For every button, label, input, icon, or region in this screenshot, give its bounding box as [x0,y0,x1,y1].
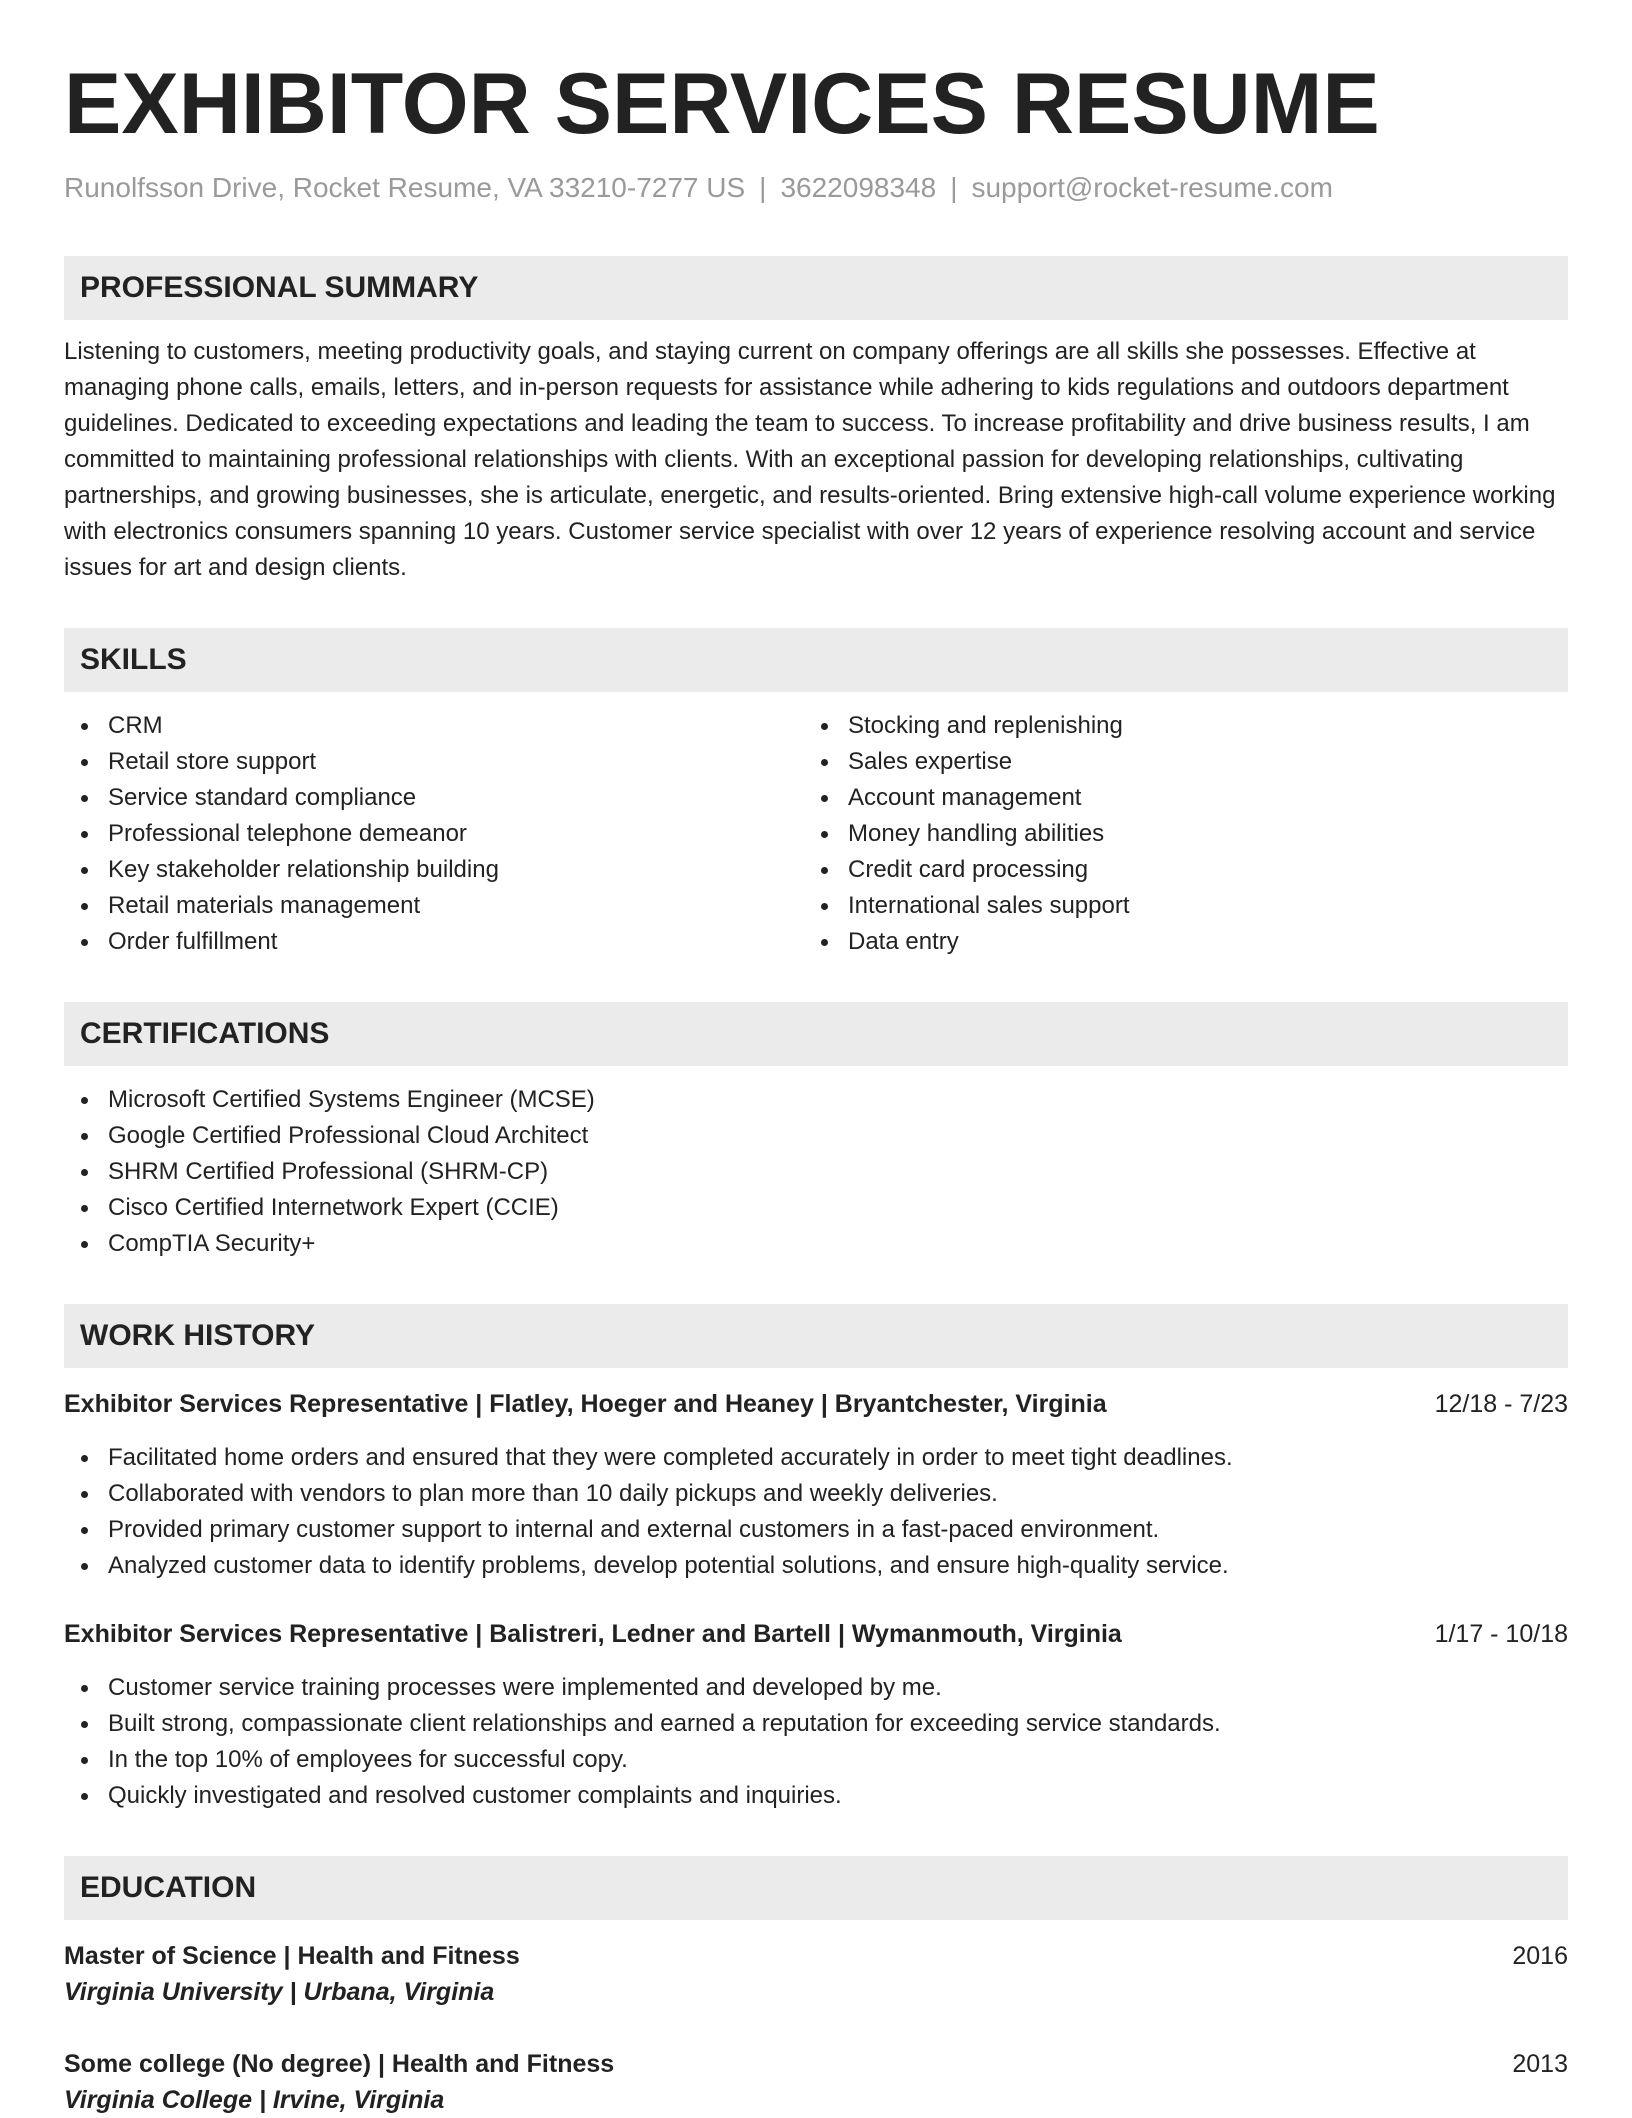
list-item: Account management [804,780,1564,816]
section-title: EDUCATION [80,1871,257,1904]
list-item: Collaborated with vendors to plan more than 10 daily pickups and weekly deliveries. [64,1476,1568,1512]
job-bullets [64,1440,1568,1584]
list-item: CompTIA Security+ [64,1226,1568,1262]
education-year: 2016 [1512,1942,1568,1970]
education-header [64,2046,1568,2082]
list-item: Provided primary customer support to internal and external customers in a fast-paced environment. [64,1512,1568,1548]
job-entry [64,1616,1568,1814]
contact-address: Runolfsson Drive, Rocket Resume, VA 33210-7277 US [64,172,746,203]
education-degree: Some college (No degree) | Health and Fitness [64,2050,615,2078]
job-entry [64,1386,1568,1584]
section-header-education [64,1856,1568,1920]
list-item: Facilitated home orders and ensured that they were completed accurately in order to meet tight deadlines. [64,1440,1568,1476]
skills-list-left [64,708,804,960]
skills-column-left [64,708,804,960]
section-header-work-history [64,1304,1568,1368]
list-item: Cisco Certified Internetwork Expert (CCIE) [64,1190,1568,1226]
job-dates: 1/17 - 10/18 [1434,1620,1568,1648]
section-header-summary [64,256,1568,320]
list-item: International sales support [804,888,1564,924]
list-item: Customer service training processes were implemented and developed by me. [64,1670,1568,1706]
summary-paragraph: Listening to customers, meeting productivity goals, and staying current on company offerings are all skills she possesses. Effective at managing phone calls, emails, letters, and in-person requests for assistance while adhering to kids regulations and outdoors department guidelines. Dedicated to exceeding expectations and leading the team to success. To increase profitability and drive business results, I am committed to maintaining professional relationships with clients. With an exceptional passion for developing relationships, cultivating partnerships, and growing businesses, she is articulate, energetic, and results-oriented. Bring extensive high-call volume experience working with electronics consumers spanning 10 years. Customer service specialist with over 12 years of experience resolving account and service issues for art and design clients. [64,338,1556,581]
education-year: 2013 [1512,2050,1568,2078]
job-title: Exhibitor Services Representative | Balistreri, Ledner and Bartell | Wymanmouth, Virginia [64,1620,1122,1648]
list-item: Sales expertise [804,744,1564,780]
education-degree: Master of Science | Health and Fitness [64,1942,520,1970]
list-item: Order fulfillment [64,924,804,960]
list-item: Data entry [804,924,1564,960]
education-entry [64,1938,1568,2010]
education-header [64,1938,1568,1974]
contact-email: support@rocket-resume.com [971,172,1333,203]
contact-separator: | [759,172,767,203]
job-dates: 12/18 - 7/23 [1434,1390,1568,1418]
list-item: Analyzed customer data to identify problems, develop potential solutions, and ensure high-quality service. [64,1548,1568,1584]
contact-phone: 3622098348 [780,172,937,203]
job-title: Exhibitor Services Representative | Flatley, Hoeger and Heaney | Bryantchester, Virginia [64,1390,1107,1418]
section-title: PROFESSIONAL SUMMARY [80,271,479,304]
list-item: Google Certified Professional Cloud Architect [64,1118,1568,1154]
education-school: Virginia College | Irvine, Virginia [64,2086,445,2114]
list-item: Retail store support [64,744,804,780]
education-entry [64,2046,1568,2118]
list-item: Microsoft Certified Systems Engineer (MCSE) [64,1082,1568,1118]
section-header-certifications [64,1002,1568,1066]
job-header [64,1386,1568,1422]
job-bullets [64,1670,1568,1814]
skills-column-right [804,708,1564,960]
list-item: CRM [64,708,804,744]
list-item: Retail materials management [64,888,804,924]
certifications-list [64,1082,1568,1262]
list-item: Credit card processing [804,852,1564,888]
list-item: Built strong, compassionate client relationships and earned a reputation for exceeding service standards. [64,1706,1568,1742]
skills-list-right [804,708,1564,960]
resume-title: EXHIBITOR SERVICES RESUME [64,56,1380,152]
section-header-skills [64,628,1568,692]
contact-line [64,170,1568,206]
section-title: SKILLS [80,643,187,676]
list-item: Professional telephone demeanor [64,816,804,852]
education-school: Virginia University | Urbana, Virginia [64,1978,495,2006]
list-item: Key stakeholder relationship building [64,852,804,888]
section-title: WORK HISTORY [80,1319,316,1352]
list-item: Service standard compliance [64,780,804,816]
list-item: Stocking and replenishing [804,708,1564,744]
job-header [64,1616,1568,1652]
list-item: In the top 10% of employees for successful copy. [64,1742,1568,1778]
list-item: Money handling abilities [804,816,1564,852]
skills-grid [64,708,1568,960]
contact-separator: | [950,172,958,203]
list-item: SHRM Certified Professional (SHRM-CP) [64,1154,1568,1190]
list-item: Quickly investigated and resolved customer complaints and inquiries. [64,1778,1568,1814]
section-title: CERTIFICATIONS [80,1017,330,1050]
